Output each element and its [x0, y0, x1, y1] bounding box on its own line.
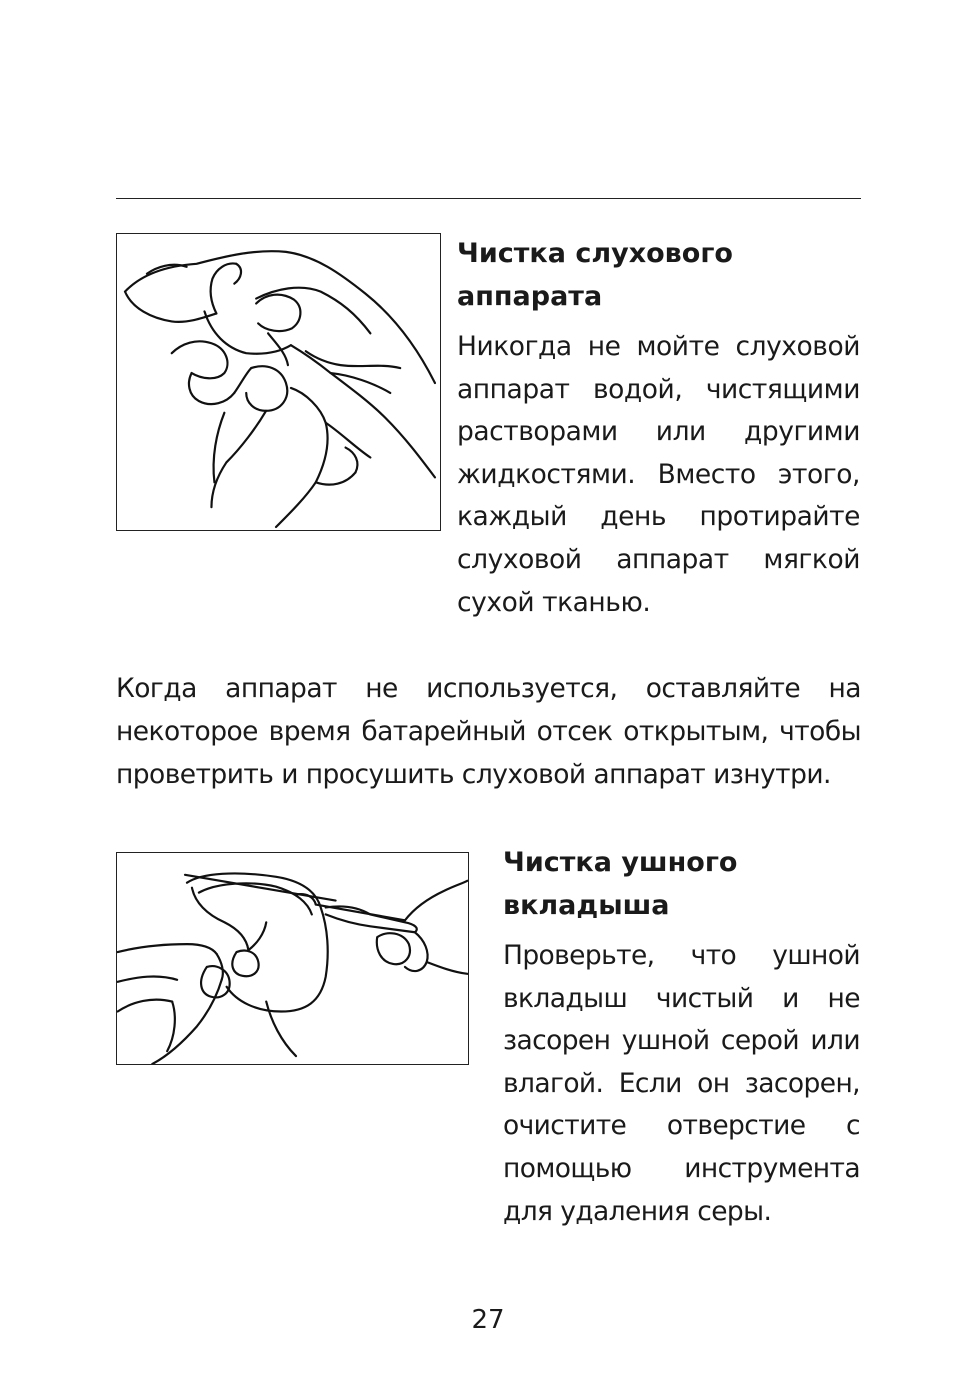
section-body: Никогда не мойте слуховой аппарат водой, чистящими растворами или другими жидкостями. Вместо этого, каждый день протирайте слуховой аппарат мягкой сухой тканью.	[457, 331, 860, 618]
illustration-cleaning-hearing-aid	[116, 233, 441, 531]
section-heading: Чистка слухового аппарата	[457, 238, 733, 312]
top-divider	[116, 198, 861, 199]
page-number: 27	[471, 1305, 505, 1335]
body-paragraph: Когда аппарат не используется, оставляйте на некоторое время батарейный отсек открытым, чтобы проветрить и просушить слуховой аппарат изнутри.	[116, 673, 861, 790]
section-body: Проверьте, что ушной вкладыш чистый и не засорен ушной серой или влагой. Если он засорен, очистите отверстие с помощью инструмента для удаления серы.	[503, 940, 860, 1227]
section-heading: Чистка ушного вкладыша	[503, 847, 738, 921]
section-cleaning-earmold	[503, 841, 860, 1233]
illustration-cleaning-earmold	[116, 852, 469, 1065]
section-cleaning-hearing-aid	[457, 232, 860, 624]
